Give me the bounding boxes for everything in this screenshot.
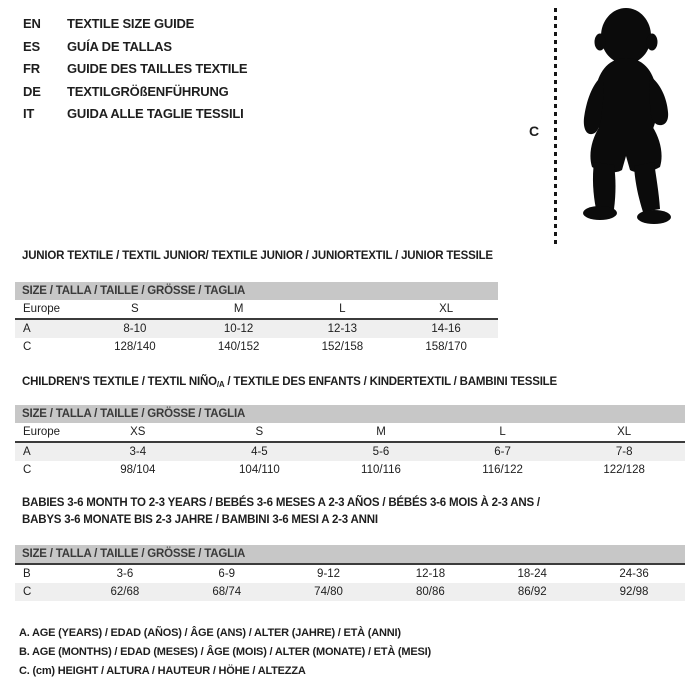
language-label: TEXTILE SIZE GUIDE [67,16,195,31]
table-cell: 5-6 [372,446,390,458]
table-title [15,373,685,391]
table-cell: XL [439,303,454,315]
table-row-a [15,320,498,338]
table-cell: 86/92 [517,586,547,598]
table-title-text: JUNIOR TEXTILE / TEXTIL JUNIOR/ TEXTILE JUNIOR / JUNIORTEXTIL / JUNIOR TESSILE [22,250,493,262]
size-header-bar: SIZE / TALLA / TAILLE / GRÖSSE / TAGLIA [15,545,685,563]
row-label: C [23,586,32,598]
table-cell: 104/110 [239,464,280,476]
table-cell: 80/86 [416,586,445,598]
table-cell: 12-13 [327,323,358,335]
language-code: DE [23,83,41,99]
junior-size-table [15,247,498,356]
table-cell: 62/68 [110,586,140,598]
table-cell: L [499,426,506,438]
size-header-bar: SIZE / TALLA / TAILLE / GRÖSSE / TAGLIA [15,405,685,423]
footnote-b: B. AGE (MONTHS) / EDAD (MESES) / ÂGE (MOIS) / ALTER (MONATE) / ETÀ (MESI) [19,646,431,658]
table-title-subscript: /A [216,380,225,389]
table-cell: 9-12 [317,568,341,580]
language-row-es [23,36,247,59]
table-cell: L [339,303,346,315]
table-cell: 140/152 [217,341,260,353]
language-code: EN [23,16,41,31]
table-title [15,495,685,512]
footnote-a: A. AGE (YEARS) / EDAD (AÑOS) / ÂGE (ANS) / ALTER (JAHRE) / ETÀ (ANNI) [19,627,401,639]
table-title-text: / TEXTILE DES ENFANTS / KINDERTEXTIL / BAMBINI TESSILE [224,376,557,388]
height-measure-dashed-line [554,8,557,245]
language-row-en [23,13,247,36]
table-cell: 14-16 [431,323,461,335]
table-cell: S [255,426,264,438]
table-cell: 6-7 [494,446,511,458]
table-title-line2 [15,512,685,529]
table-cell: 8-10 [123,323,147,335]
table-cell: 110/116 [361,464,401,476]
row-label: Europe [23,303,61,315]
footnote-c: C. (cm) HEIGHT / ALTURA / HAUTEUR / HÖHE / ALTEZZA [19,665,306,677]
table-row-c [15,338,498,356]
table-cell: M [376,426,386,438]
table-cell: 12-18 [415,568,446,580]
baby-head [601,8,651,64]
measure-footnotes [19,624,431,681]
language-row-it [23,103,247,126]
table-title-text: CHILDREN'S TEXTILE / TEXTIL NIÑO [22,376,217,388]
row-label: B [23,568,31,580]
table-row-b [15,565,685,583]
row-label: A [23,323,31,335]
table-cell: 4-5 [251,446,268,458]
table-row-c [15,583,685,601]
table-cell: 3-6 [116,568,134,580]
language-code: FR [23,61,40,76]
table-cell: XS [130,426,146,438]
table-row-europe [15,300,498,318]
language-label: GUÍA DE TALLAS [67,38,172,54]
size-header-bar: SIZE / TALLA / TAILLE / GRÖSSE / TAGLIA [15,282,498,300]
row-label: C [23,464,32,476]
table-cell: 158/170 [425,341,467,353]
table-cell: 152/158 [321,341,364,353]
table-row-c [15,461,685,479]
table-cell: 68/74 [212,586,242,598]
table-title [15,247,498,265]
table-cell: 74/80 [314,586,343,598]
table-cell: 7-8 [615,446,633,458]
language-row-fr [23,58,247,81]
table-cell: M [233,303,244,315]
table-cell: 18-24 [517,568,547,580]
table-title-text: BABIES 3-6 MONTH TO 2-3 YEARS / BEBÉS 3-6 MESES A 2-3 AÑOS / BÉBÉS 3-6 MOIS À 2-3 ANS / [22,497,540,509]
table-cell: 92/98 [619,586,649,598]
language-row-de [23,81,247,104]
table-cell: 116/122 [482,464,523,476]
row-label: Europe [23,426,61,438]
table-cell: 10-12 [223,323,254,335]
language-label: GUIDE DES TAILLES TEXTILE [67,61,248,76]
table-cell: 98/104 [120,464,156,476]
height-measure-label: C [529,123,540,139]
language-list [23,13,247,126]
table-cell: 128/140 [114,341,156,353]
table-cell: S [131,303,139,315]
table-cell: XL [617,426,632,438]
language-label: TEXTILGRÖßENFÜHRUNG [67,83,229,99]
table-cell: 24-36 [619,568,649,580]
language-label: GUIDA ALLE TAGLIE TESSILI [67,106,244,121]
row-label: C [23,341,32,353]
table-cell: 122/128 [603,464,645,476]
babies-size-table [15,495,685,601]
baby-silhouette-image [562,4,694,242]
table-cell: 3-4 [129,446,147,458]
table-row-europe [15,423,685,441]
row-label: A [23,446,31,458]
language-code: ES [23,38,40,54]
children-size-table [15,373,685,479]
language-code: IT [23,106,35,121]
table-row-a [15,443,685,461]
table-cell: 6-9 [218,568,236,580]
table-title-text: BABYS 3-6 MONATE BIS 2-3 JAHRE / BAMBINI 3-6 MESI A 2-3 ANNI [22,514,378,526]
